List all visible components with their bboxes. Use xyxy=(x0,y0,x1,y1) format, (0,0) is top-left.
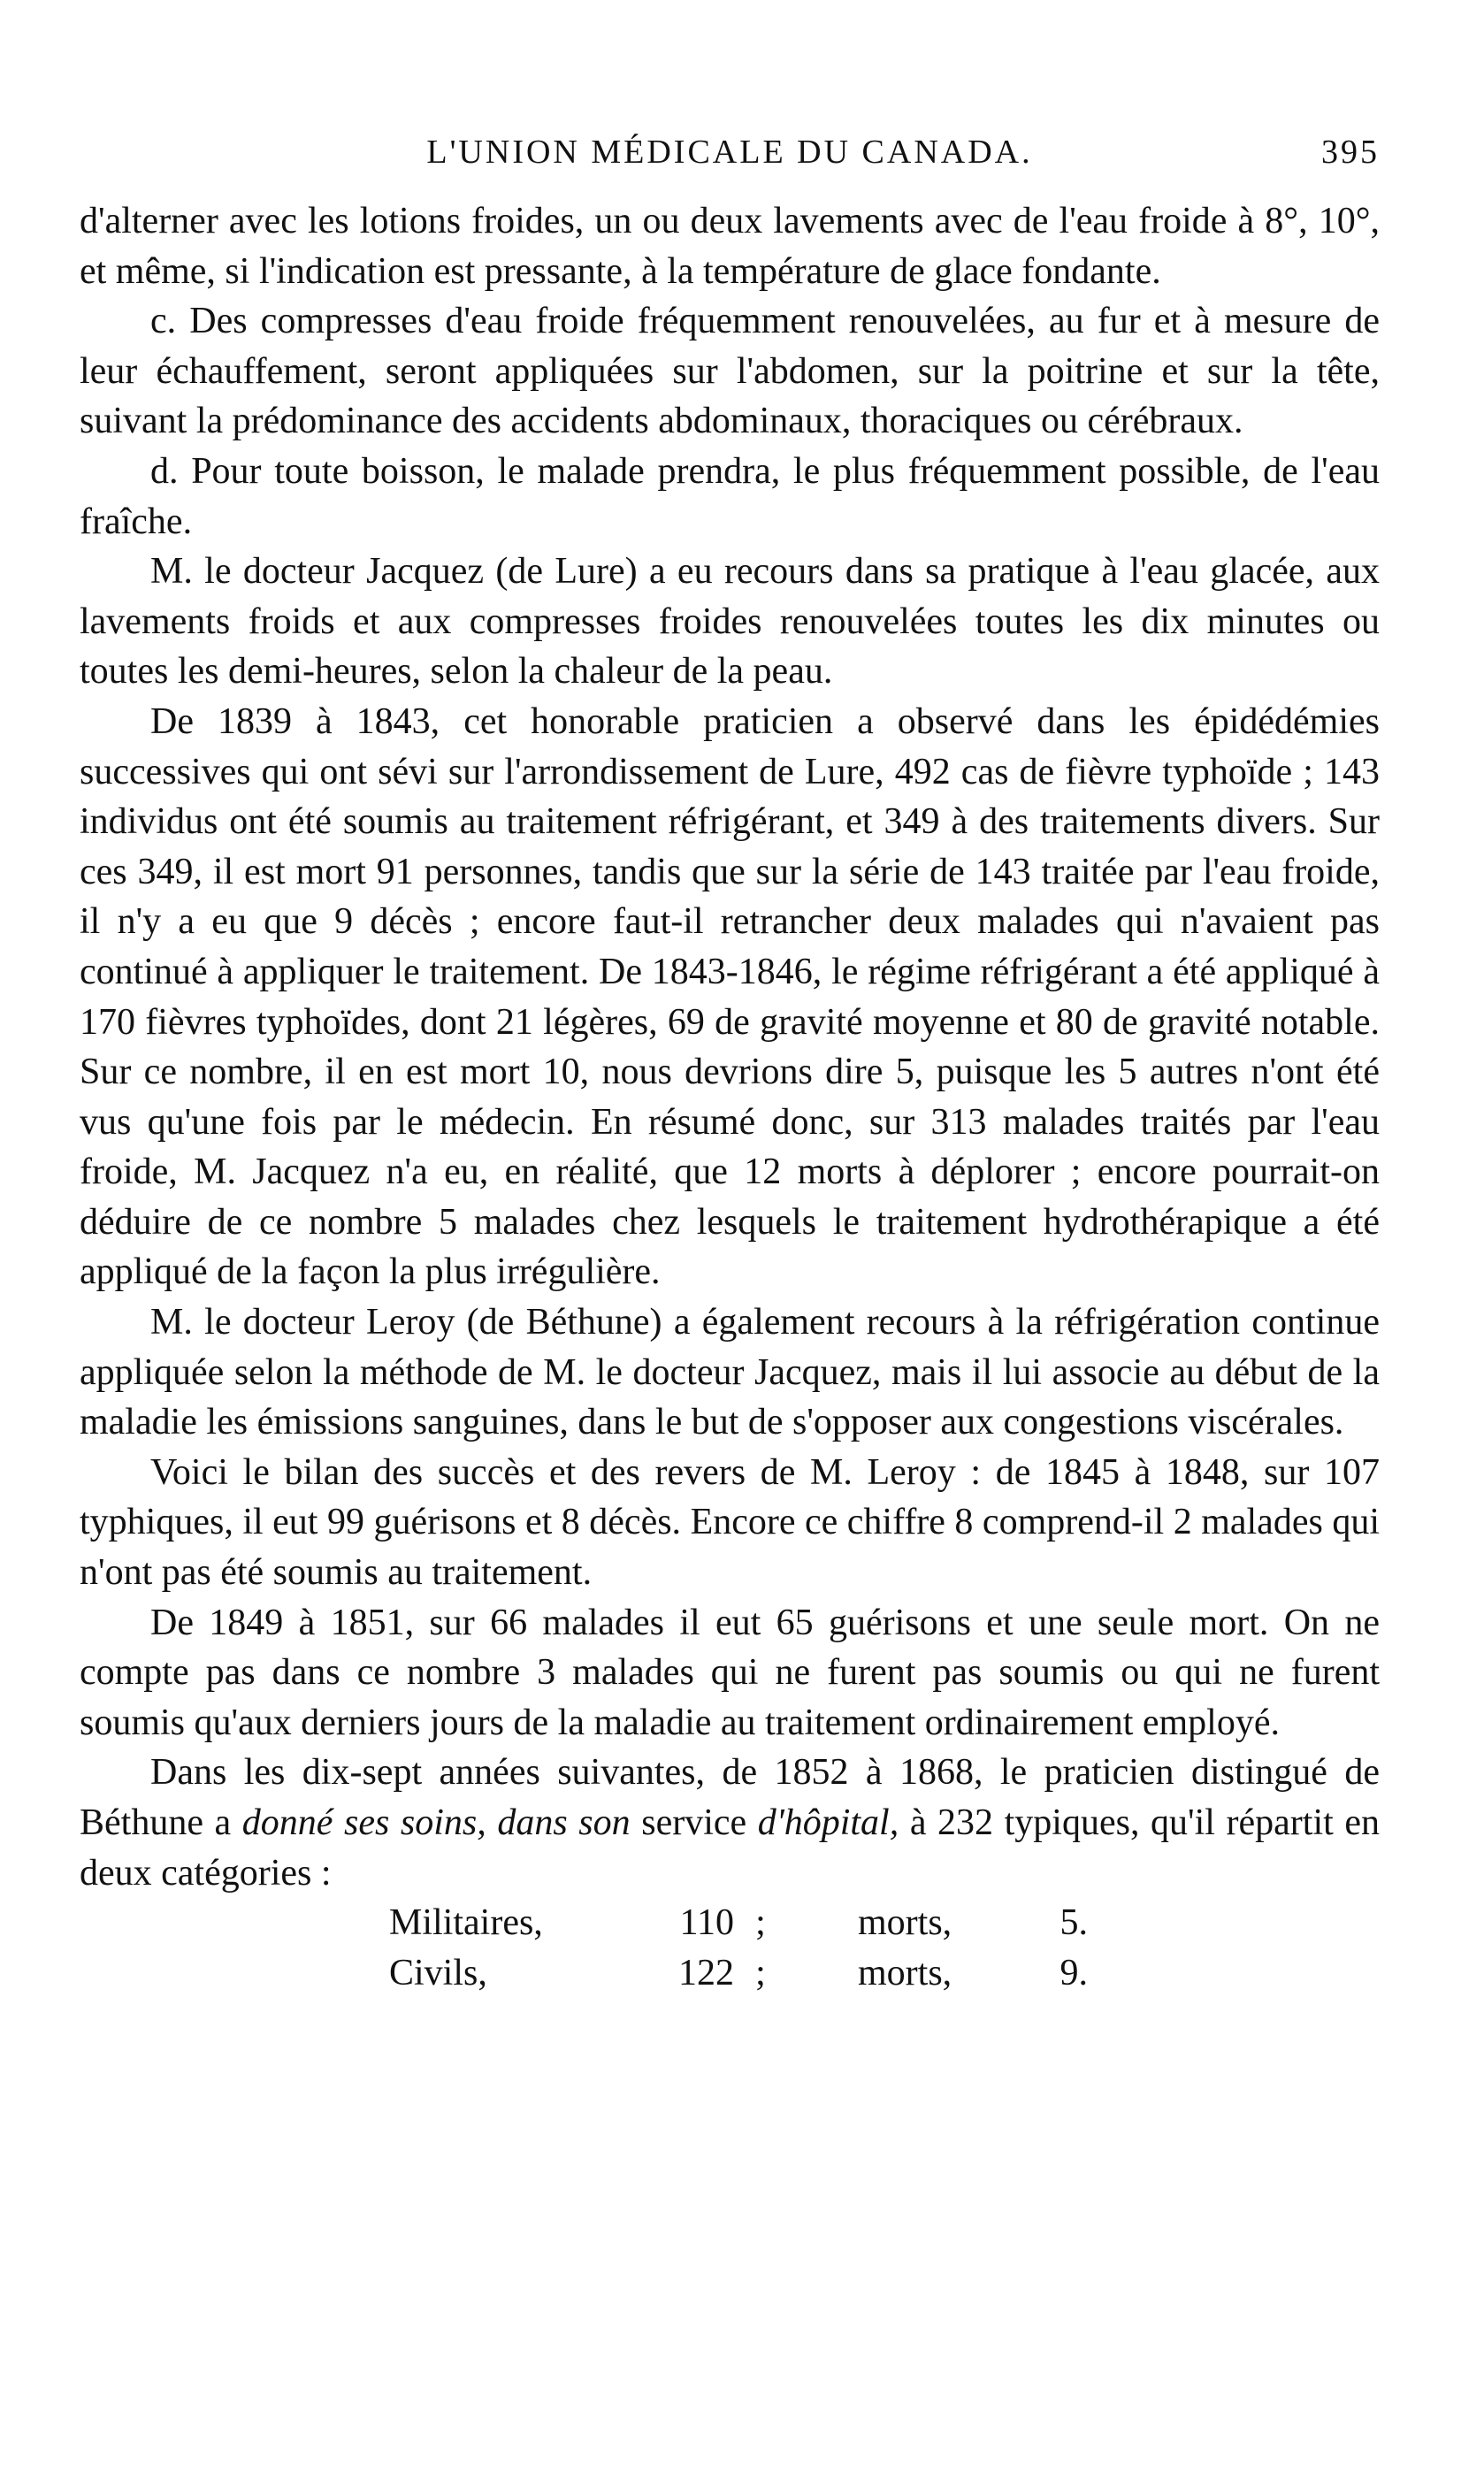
deaths-label: morts, xyxy=(858,1902,952,1944)
text-run: Dans les dix-sept années suivantes, de 1852 à 1868, le praticien distingué de Béthune a xyxy=(80,1752,1380,1843)
text-run: à 232 typiques, qu'il répartit en deux catégories : xyxy=(80,1802,1380,1894)
paragraph-final xyxy=(80,1748,1380,1898)
category-count: 122 xyxy=(678,1952,734,1993)
separator: ; xyxy=(755,1902,766,1944)
table-row xyxy=(80,1948,1380,1999)
category-label: Civils, xyxy=(389,1952,487,1993)
paragraph: Voici le bilan des succès et des revers de M. Leroy : de 1845 à 1848, sur 107 typhiques, il eut 99 guérisons et 8 décès. Encore ce chiffre 8 comprend-il 2 malades qui n'ont pas été soumis au traitement. xyxy=(80,1451,1380,1594)
paragraph: c. Des compresses d'eau froide fréquemment renouvelées, au fur et à mesure de leur échauffement, seront appliquées sur l'abdomen, sur la poitrine et sur la tête, suivant la prédominance des accidents abdominaux, thoraciques ou cérébraux. xyxy=(80,301,1380,442)
deaths-count: 9. xyxy=(1059,1952,1088,1993)
running-title: L'UNION MÉDICALE DU CANADA. xyxy=(426,134,1033,171)
text-run: service xyxy=(630,1802,758,1843)
table-row xyxy=(80,1898,1380,1948)
paragraph: M. le docteur Leroy (de Béthune) a également recours à la réfrigération continue appliquée selon la méthode de M. le docteur Jacquez, mais il lui associe au début de la maladie les émissions sanguines, dans le but de s'opposer aux congestions viscérales. xyxy=(80,1302,1380,1443)
body-text xyxy=(80,196,1380,1998)
category-label: Militaires, xyxy=(389,1902,543,1944)
page-number: 395 xyxy=(1321,134,1380,171)
deaths-count: 5. xyxy=(1059,1902,1088,1944)
deaths-label: morts, xyxy=(858,1952,952,1993)
page-header xyxy=(80,133,1380,182)
paragraph: d'alterner avec les lotions froides, un ou deux lavements avec de l'eau froide à 8°, 10°, et même, si l'indication est pressante, à la température de glace fondante. xyxy=(80,201,1380,292)
paragraph: De 1849 à 1851, sur 66 malades il eut 65 guérisons et une seule mort. On ne compte pas dans ce nombre 3 malades qui ne furent pas soumis ou qui ne furent soumis qu'aux derniers jours de la maladie au traitement ordinairement employé. xyxy=(80,1602,1380,1743)
paragraph: M. le docteur Jacquez (de Lure) a eu recours dans sa pratique à l'eau glacée, aux lavements froids et aux compresses froides renouvelées toutes les dix minutes ou toutes les demi-heures, selon la chaleur de la peau. xyxy=(80,551,1380,692)
italic-run: d'hôpital, xyxy=(757,1802,899,1843)
paragraph: De 1839 à 1843, cet honorable praticien a observé dans les épidédémies successives qui ont sévi sur l'arrondissement de Lure, 492 cas de fièvre typhoïde ; 143 individus ont été soumis au traitement réfrigérant, et 349 à des traitements divers. Sur ces 349, il est mort 91 personnes, tandis que sur la série de 143 traitée par l'eau froide, il n'y a eu que 9 décès ; encore faut-il retrancher deux malades qui n'avaient pas continué à appliquer le traitement. De 1843-1846, le régime réfrigérant a été appliqué à 170 fièvres typhoïdes, dont 21 légères, 69 de gravité moyenne et 80 de gravité notable. Sur ce nombre, il en est mort 10, nous devrions dire 5, puisque les 5 autres n'ont été vus qu'une fois par le médecin. En résumé donc, sur 313 malades traités par l'eau froide, M. Jacquez n'a eu, en réalité, que 12 morts à déplorer ; encore pourrait-on déduire de ce nombre 5 malades chez lesquels le traitement hydrothérapique a été appliqué de la façon la plus irrégulière. xyxy=(80,700,1380,1293)
separator: ; xyxy=(755,1952,766,1993)
paragraph: d. Pour toute boisson, le malade prendra, le plus fréquemment possible, de l'eau fraîche. xyxy=(80,450,1380,542)
category-count: 110 xyxy=(679,1902,734,1944)
italic-run: donné ses soins, dans son xyxy=(241,1802,631,1843)
